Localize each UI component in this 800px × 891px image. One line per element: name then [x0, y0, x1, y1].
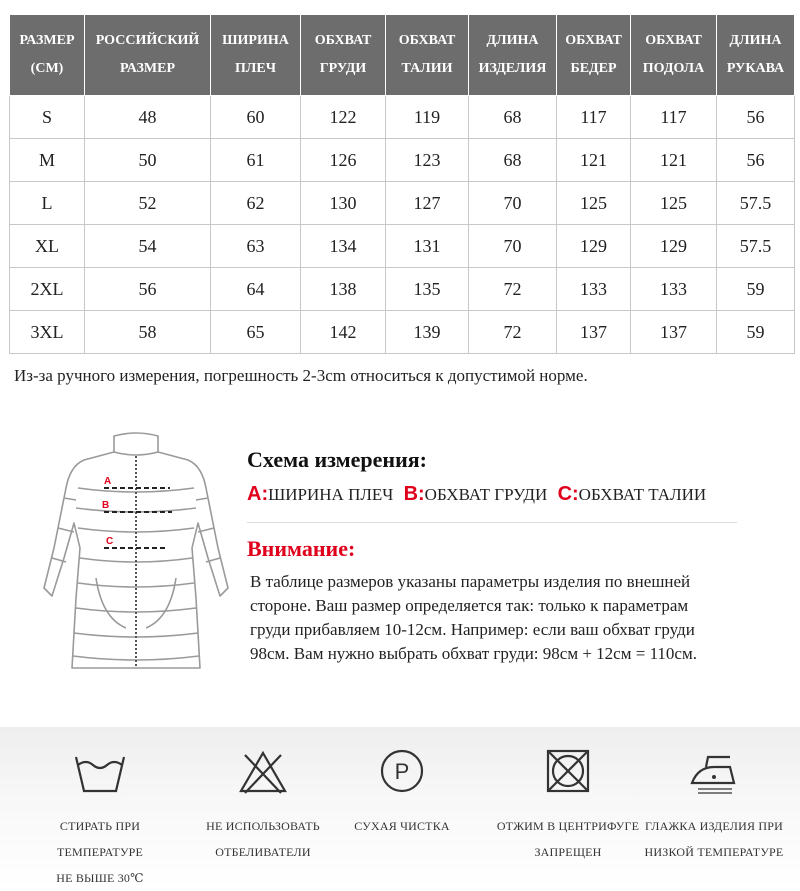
table-cell: 61 [211, 139, 301, 182]
care-label-wash: СТИРАТЬ ПРИ ТЕМПЕРАТУРЕ НЕ ВЫШЕ 30℃ [56, 819, 144, 885]
table-cell: 56 [717, 96, 795, 139]
table-row [10, 96, 795, 139]
scheme-title: Схема измерения: [247, 447, 427, 472]
table-cell: 129 [557, 225, 631, 268]
table-cell: 134 [301, 225, 386, 268]
table-cell: 58 [85, 311, 211, 354]
table-cell: 131 [386, 225, 469, 268]
header-sleeve: ДЛИНА РУКАВА [717, 15, 795, 96]
table-cell: 139 [386, 311, 469, 354]
care-item-no-bleach [183, 743, 343, 865]
care-label-no-spin: ОТЖИМ В ЦЕНТРИФУГЕ ЗАПРЕЩЕН [496, 819, 640, 859]
table-cell: M [10, 139, 85, 182]
table-cell: XL [10, 225, 85, 268]
table-cell: 125 [631, 182, 717, 225]
table-cell: 121 [557, 139, 631, 182]
table-row [10, 182, 795, 225]
legend-label-c: ОБХВАТ ТАЛИИ [578, 485, 707, 504]
table-cell: 133 [631, 268, 717, 311]
table-cell: 126 [301, 139, 386, 182]
table-cell: 142 [301, 311, 386, 354]
table-cell: L [10, 182, 85, 225]
no-bleach-icon [233, 743, 293, 799]
table-cell: 57.5 [717, 225, 795, 268]
table-cell: 137 [557, 311, 631, 354]
legend-key-a: A: [247, 483, 269, 505]
legend-key-b: B: [403, 483, 425, 505]
attention-line: стороне. Ваш размер определяется так: только к параметрам [250, 596, 689, 615]
care-label-no-bleach: НЕ ИСПОЛЬЗОВАТЬ ОТБЕЛИВАТЕЛИ [206, 819, 320, 859]
table-cell: 72 [469, 311, 557, 354]
table-cell: 2XL [10, 268, 85, 311]
care-item-dry-clean [322, 743, 482, 839]
table-row [10, 225, 795, 268]
header-length: ДЛИНА ИЗДЕЛИЯ [469, 15, 557, 96]
table-cell: 54 [85, 225, 211, 268]
header-waist: ОБХВАТ ТАЛИИ [386, 15, 469, 96]
divider [247, 522, 737, 523]
table-cell: 60 [211, 96, 301, 139]
table-header-row [10, 15, 795, 96]
table-cell: 135 [386, 268, 469, 311]
header-size: РАЗМЕР (СМ) [10, 15, 85, 96]
table-cell: 64 [211, 268, 301, 311]
attention-text [250, 570, 795, 666]
measurement-legend [247, 483, 712, 506]
table-cell: 138 [301, 268, 386, 311]
table-cell: 137 [631, 311, 717, 354]
care-item-iron [634, 743, 794, 865]
table-cell: 48 [85, 96, 211, 139]
measurement-note: Из-за ручного измерения, погрешность 2-3cm относиться к допустимой норме. [14, 366, 588, 385]
care-label-dry-clean: СУХАЯ ЧИСТКА [354, 819, 450, 833]
legend-key-c: C: [557, 483, 579, 505]
legend-label-b: ОБХВАТ ГРУДИ [424, 485, 548, 504]
care-instructions [0, 727, 800, 888]
care-item-wash [20, 743, 180, 891]
size-table [9, 14, 795, 354]
table-cell: 68 [469, 139, 557, 182]
table-cell: 129 [631, 225, 717, 268]
dry-clean-p-icon [372, 743, 432, 799]
care-item-no-spin [488, 743, 648, 865]
attention-line: В таблице размеров указаны параметры изделия по внешней [250, 572, 691, 591]
table-cell: 123 [386, 139, 469, 182]
table-row [10, 139, 795, 182]
table-cell: 72 [469, 268, 557, 311]
diagram-label-a: A [104, 476, 112, 487]
table-cell: 50 [85, 139, 211, 182]
table-cell: 59 [717, 311, 795, 354]
table-cell: 56 [85, 268, 211, 311]
table-cell: 63 [211, 225, 301, 268]
attention-line: груди прибавляем 10-12см. Например: если ваш обхват груди [250, 620, 695, 639]
table-cell: 68 [469, 96, 557, 139]
svg-text:P: P [394, 759, 410, 784]
attention-line: 98см. Вам нужно выбрать обхват груди: 98см + 12см = 110см. [250, 644, 697, 663]
header-hips: ОБХВАТ БЕДЕР [557, 15, 631, 96]
table-cell: 117 [557, 96, 631, 139]
header-russian-size: РОССИЙСКИЙ РАЗМЕР [85, 15, 211, 96]
table-cell: 130 [301, 182, 386, 225]
legend-label-a: ШИРИНА ПЛЕЧ [268, 485, 394, 504]
table-cell: 62 [211, 182, 301, 225]
wash-30-icon [70, 743, 130, 799]
table-cell: 65 [211, 311, 301, 354]
table-row [10, 268, 795, 311]
no-tumble-dry-icon [538, 743, 598, 799]
table-cell: 59 [717, 268, 795, 311]
table-cell: 119 [386, 96, 469, 139]
attention-title: Внимание: [247, 536, 356, 561]
table-cell: 3XL [10, 311, 85, 354]
table-cell: 52 [85, 182, 211, 225]
table-cell: 125 [557, 182, 631, 225]
iron-low-icon [684, 743, 744, 799]
table-cell: S [10, 96, 85, 139]
header-shoulder-width: ШИРИНА ПЛЕЧ [211, 15, 301, 96]
table-cell: 57.5 [717, 182, 795, 225]
care-label-iron: ГЛАЖКА ИЗДЕЛИЯ ПРИ НИЗКОЙ ТЕМПЕРАТУРЕ [644, 819, 784, 859]
table-cell: 117 [631, 96, 717, 139]
table-row [10, 311, 795, 354]
table-cell: 122 [301, 96, 386, 139]
header-chest: ОБХВАТ ГРУДИ [301, 15, 386, 96]
table-cell: 56 [717, 139, 795, 182]
diagram-label-b: B [102, 500, 110, 511]
table-cell: 121 [631, 139, 717, 182]
table-cell: 133 [557, 268, 631, 311]
table-cell: 70 [469, 182, 557, 225]
table-cell: 127 [386, 182, 469, 225]
coat-measurement-diagram [34, 428, 239, 673]
header-hem: ОБХВАТ ПОДОЛА [631, 15, 717, 96]
table-cell: 70 [469, 225, 557, 268]
diagram-label-c: C [106, 536, 114, 547]
